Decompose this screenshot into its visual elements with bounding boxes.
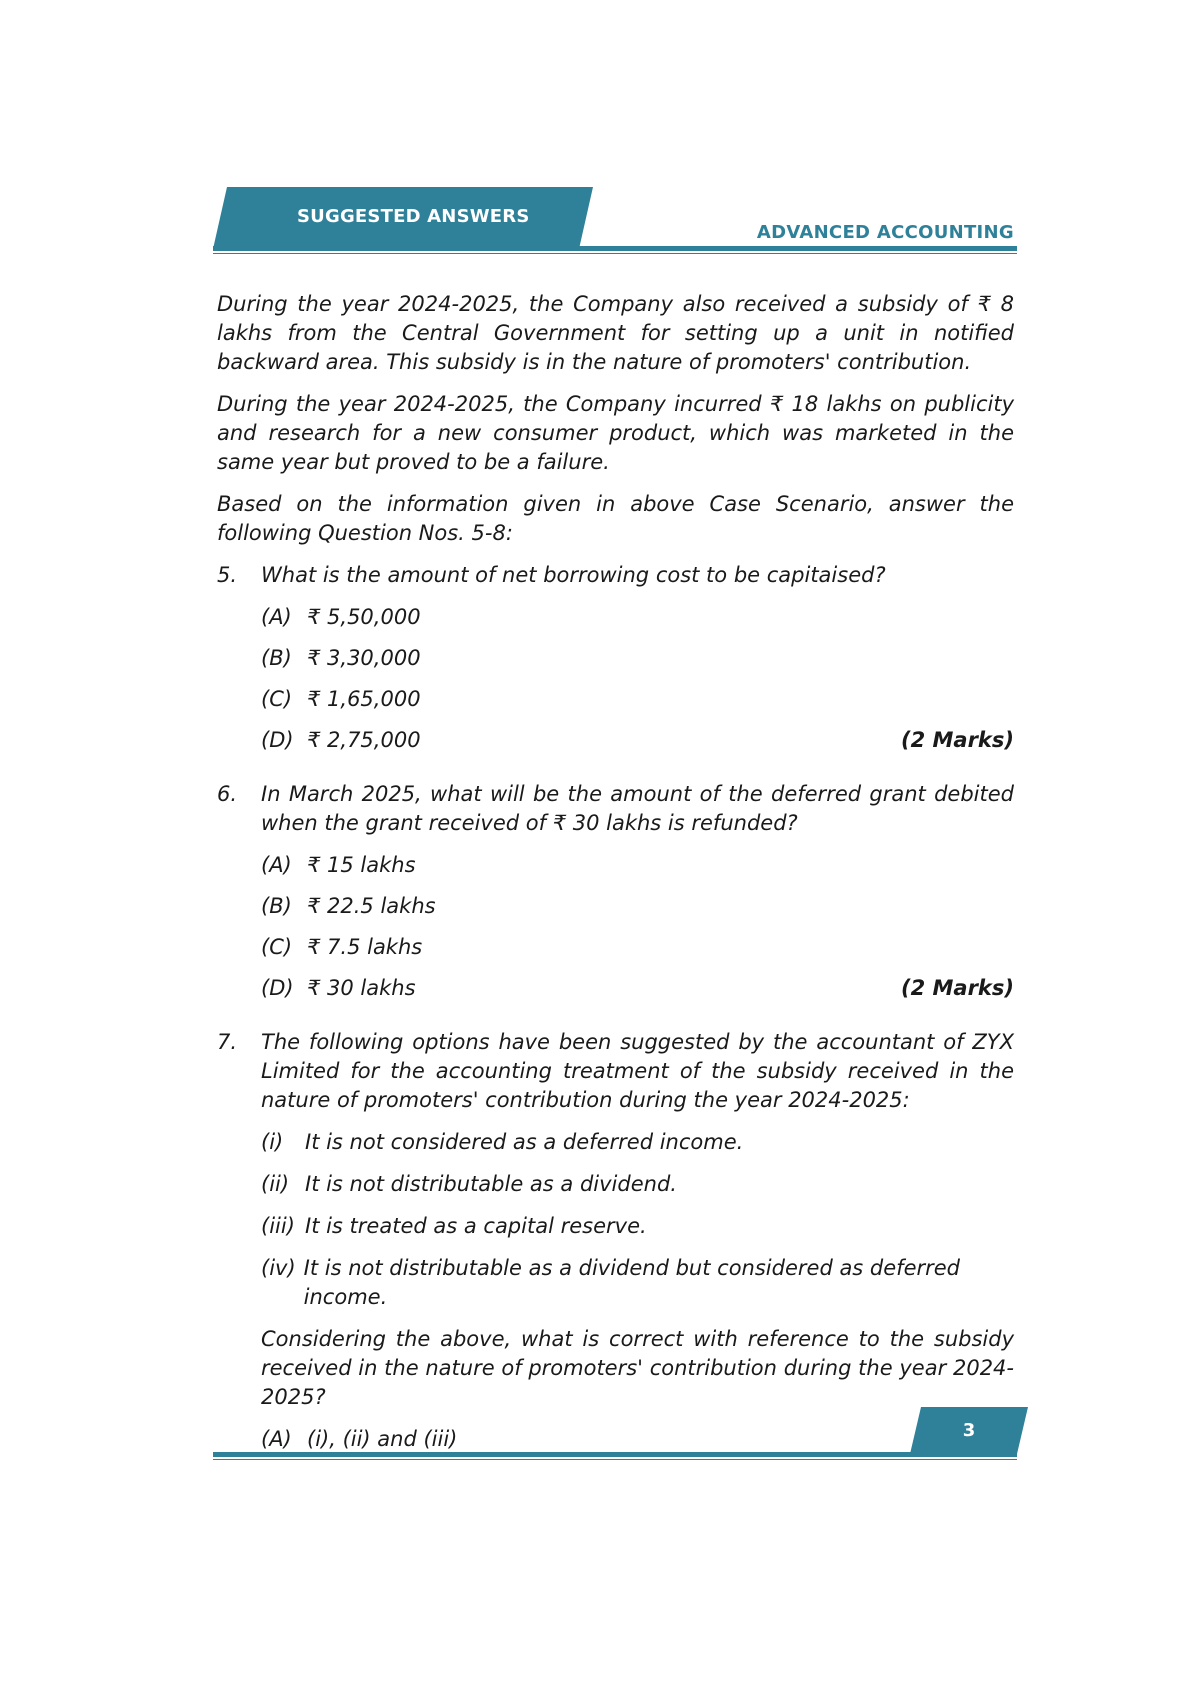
- question-5: [217, 561, 1014, 767]
- option-text: ₹ 7.5 lakhs: [307, 935, 423, 959]
- paragraph: During the year 2024-2025, the Company incurred ₹ 18 lakhs on publicity and research for a new consumer product, which was marketed in the same year but proved to be a failure.: [217, 392, 1014, 474]
- statement-ii: [261, 1170, 1014, 1199]
- question-body: [261, 1028, 1014, 1466]
- option-letter: (A): [261, 605, 292, 629]
- question-6: [217, 780, 1014, 1015]
- question-body: [261, 780, 1014, 1015]
- question-7: [217, 1028, 1014, 1466]
- statement-number: (ii): [261, 1172, 290, 1196]
- question-body: [261, 561, 1014, 767]
- marks-label: (2 Marks): [900, 976, 1014, 1000]
- option-letter: (A): [261, 853, 292, 877]
- option-d: [261, 974, 1014, 1003]
- option-letter: (D): [261, 976, 294, 1000]
- option-d: [261, 726, 1014, 755]
- question-text: The following options have been suggested by the accountant of ZYX Limited for the accounting treatment of the subsidy received in the nature of promoters' contribution during the year 2024-2025:: [261, 1030, 1014, 1112]
- question-number: 7.: [217, 1030, 238, 1054]
- option-c: [261, 685, 1014, 714]
- header-rule-thin: [213, 253, 1017, 254]
- paragraph: During the year 2024-2025, the Company also received a subsidy of ₹ 8 lakhs from the Central Government for setting up a unit in notified backward area. This subsidy is in the nature of promoters' contribution.: [217, 292, 1014, 374]
- paragraph: Based on the information given in above Case Scenario, answer the following Question Nos. 5-8:: [217, 492, 1014, 545]
- statement-text: It is not distributable as a dividend.: [305, 1172, 677, 1196]
- question-text: In March 2025, what will be the amount of the deferred grant debited when the grant received of ₹ 30 lakhs is refunded?: [261, 782, 1014, 835]
- option-b: [261, 644, 1014, 673]
- header-left-label: SUGGESTED ANSWERS: [297, 206, 530, 227]
- footer-rule-thin: [213, 1459, 1017, 1460]
- option-letter: (D): [261, 728, 294, 752]
- marks-label: (2 Marks): [900, 728, 1014, 752]
- option-text: ₹ 5,50,000: [307, 605, 421, 629]
- statement-number: (i): [261, 1130, 284, 1154]
- option-text: ₹ 22.5 lakhs: [307, 894, 436, 918]
- header-right-label: ADVANCED ACCOUNTING: [756, 222, 1014, 243]
- question-prompt: Considering the above, what is correct with reference to the subsidy received in the nature of promoters' contribution during the year 2024-2025?: [261, 1327, 1014, 1409]
- question-number: 6.: [217, 782, 238, 806]
- statement-number: (iii): [261, 1214, 295, 1238]
- option-letter: (B): [261, 646, 292, 670]
- option-text: ₹ 30 lakhs: [307, 976, 416, 1000]
- question-number: 5.: [217, 563, 238, 587]
- header-rule: [213, 246, 1017, 251]
- option-text: (i), (ii) and (iii): [307, 1427, 458, 1451]
- statement-text: It is not distributable as a dividend but considered as deferred income.: [303, 1256, 961, 1309]
- statement-text: It is not considered as a deferred income.: [305, 1130, 744, 1154]
- page-number: 3: [962, 1420, 976, 1441]
- option-a: [261, 1425, 1014, 1454]
- option-b: [261, 892, 1014, 921]
- option-text: ₹ 15 lakhs: [307, 853, 416, 877]
- question-text: What is the amount of net borrowing cost to be capitaised?: [261, 563, 886, 587]
- statement-iv: [261, 1254, 1014, 1312]
- option-c: [261, 933, 1014, 962]
- option-text: ₹ 3,30,000: [307, 646, 421, 670]
- option-letter: (C): [261, 687, 293, 711]
- option-letter: (C): [261, 935, 293, 959]
- statement-i: [261, 1128, 1014, 1157]
- option-a: [261, 851, 1014, 880]
- statement-iii: [261, 1212, 1014, 1241]
- footer-rule: [213, 1452, 1017, 1457]
- option-text: ₹ 2,75,000: [307, 728, 421, 752]
- option-letter: (A): [261, 1427, 292, 1451]
- option-text: ₹ 1,65,000: [307, 687, 421, 711]
- option-a: [261, 603, 1014, 632]
- statement-number: (iv): [261, 1256, 296, 1280]
- statement-text: It is treated as a capital reserve.: [305, 1214, 647, 1238]
- option-letter: (B): [261, 894, 292, 918]
- page-content: [217, 290, 1014, 1479]
